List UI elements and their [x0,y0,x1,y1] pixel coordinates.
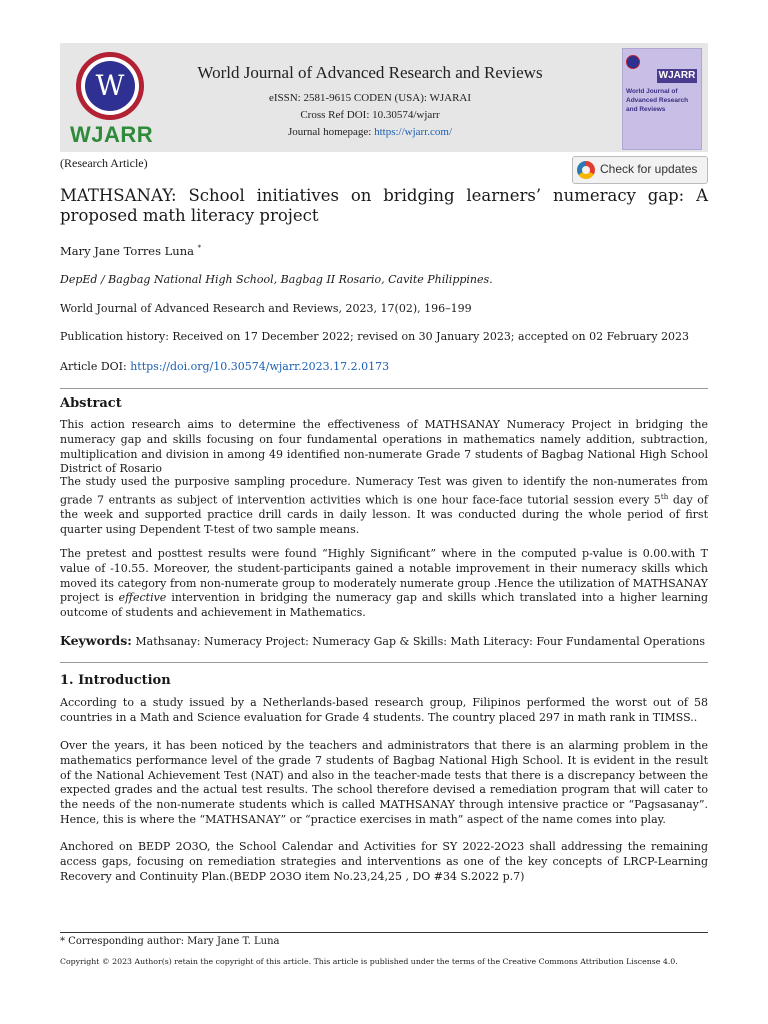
cover-badge: WJARR [658,70,696,81]
journal-title: World Journal of Advanced Research and Reviews [197,63,543,82]
citation: World Journal of Advanced Research and Reviews, 2023, 17(02), 196–199 [60,302,472,315]
keywords-text: Mathsanay: Numeracy Project: Numeracy Gap & Skills: Math Literacy: Four Fundamental Operations [135,635,705,648]
corresponding-author: * Corresponding author: Mary Jane T. Luna [60,936,280,947]
introduction-paragraph-1: According to a study issued by a Netherlands-based research group, Filipinos performed the worst out of 58 countries in a Math and Science evaluation for Grade 4 students. The country placed 297 in math rank in TIMSS.. [60,696,708,724]
divider [60,388,708,389]
author-name: Mary Jane Torres Luna [60,243,194,258]
crossref-line: Cross Ref DOI: 10.30574/wjarr [300,109,440,121]
footer-divider [60,932,708,933]
abstract-paragraph-1: This action research aims to determine the effectiveness of MATHSANAY Numeracy Project in bridging the numeracy gap and skills focusing on four fundamental operations in mathematics namely addition, subtraction, multiplication and division in among 49 identified non-numerate Grade 7 students of Bagbag National High School District of Rosario [60,418,708,476]
divider [60,662,708,663]
doi-label: Article DOI: [60,360,131,373]
doi-link[interactable]: https://doi.org/10.30574/wjarr.2023.17.2.0173 [130,360,390,373]
abstract-p2-part-a: The study used the purposive sampling procedure. Numeracy Test was given to identify the non-numerates from grade 7 entrants as subject of intervention activities which is one hour face-face tutorial session every 5 [60,475,708,507]
issn-line: eISSN: 2581-9615 CODEN (USA): WJARAI [268,92,472,104]
abstract-p3-italic: effective [118,591,167,605]
doi-line [60,360,708,375]
journal-cover-thumbnail[interactable] [622,48,702,150]
crossmark-icon [577,161,595,179]
logo-letter: W [85,61,135,111]
check-for-updates-label: Check for updates [600,162,698,176]
check-for-updates-button[interactable] [572,156,708,184]
abstract-p3-part-a: The pretest and posttest results were found “Highly Significant” where in the computed p-value is 0.00.with T value of -10.55. Moreover, the student-participants gained a notable improvement in their numeracy skills which moved its category from non-numerate group to moderately numerate group .Hence the utilization of MATHSANAY project is [60,547,708,605]
affiliation: DepEd / Bagbag National High School, Bagbag II Rosario, Cavite Philippines. [60,273,493,286]
article-title: MATHSANAY: School initiatives on bridging learners’ numeracy gap: A proposed math literacy project [60,186,708,225]
journal-logo [68,52,160,148]
publication-history: Publication history: Received on 17 December 2022; revised on 30 January 2023; accepted on 02 February 2023 [60,330,690,343]
keywords-line [60,634,708,650]
abstract-p2-sup: th [660,492,669,501]
abstract-paragraph-3 [60,547,708,621]
cover-title: World Journal of Advanced Research and Reviews [626,88,689,113]
author-line [60,241,708,259]
cover-logo-icon [626,55,640,69]
keywords-label: Keywords: [60,633,132,648]
homepage-link[interactable]: https://wjarr.com/ [374,126,453,138]
author-mark: * [197,244,202,252]
homepage-line [170,126,570,138]
logo-text: WJARR [70,122,154,147]
journal-header [60,43,708,152]
abstract-p2-part-b: day of the week and supported practice drill cards in daily lesson. It was conducted during the whole period of first quarter using Dependent T-test of two sample means. [60,493,708,537]
abstract-p3-part-b: intervention in bridging the numeracy gap and skills which translated into a higher learning outcome of students and achievement in Mathematics. [60,591,708,620]
abstract-paragraph-2 [60,475,708,538]
introduction-heading: 1. Introduction [60,673,171,688]
homepage-label: Journal homepage: [287,126,375,138]
introduction-paragraph-3: Anchored on BEDP 2O3O, the School Calendar and Activities for SY 2022-2O23 shall addressing the remaining access gaps, focusing on remediation strategies and interventions as one of the key concepts of LRCP-Learning Recovery and Continuity Plan.(BEDP 2O3O item No.23,24,25 , DO #34 S.2022 p.7) [60,840,708,883]
article-type: (Research Article) [60,156,148,170]
introduction-paragraph-2: Over the years, it has been noticed by the teachers and administrators that there is an alarming problem in the mathematics performance level of the grade 7 students of Bagbag National High School. It is evident in the result of the National Achievement Test (NAT) and also in the teacher-made tests that there is a discrepancy between the expected grades and the actual test results. The school therefore devised a remediation program that will cater to the needs of the non-numerate students which is called MATHSANAY through intensive practice or “Pagsasanay”. Hence, this is where the “MATHSANAY” or “practice exercises in math” aspect of the name comes into play. [60,739,708,826]
copyright-notice: Copyright © 2023 Author(s) retain the copyright of this article. This article is published under the terms of the Creative Commons Attribution Liscense 4.0. [60,957,678,966]
abstract-heading: Abstract [60,396,122,411]
